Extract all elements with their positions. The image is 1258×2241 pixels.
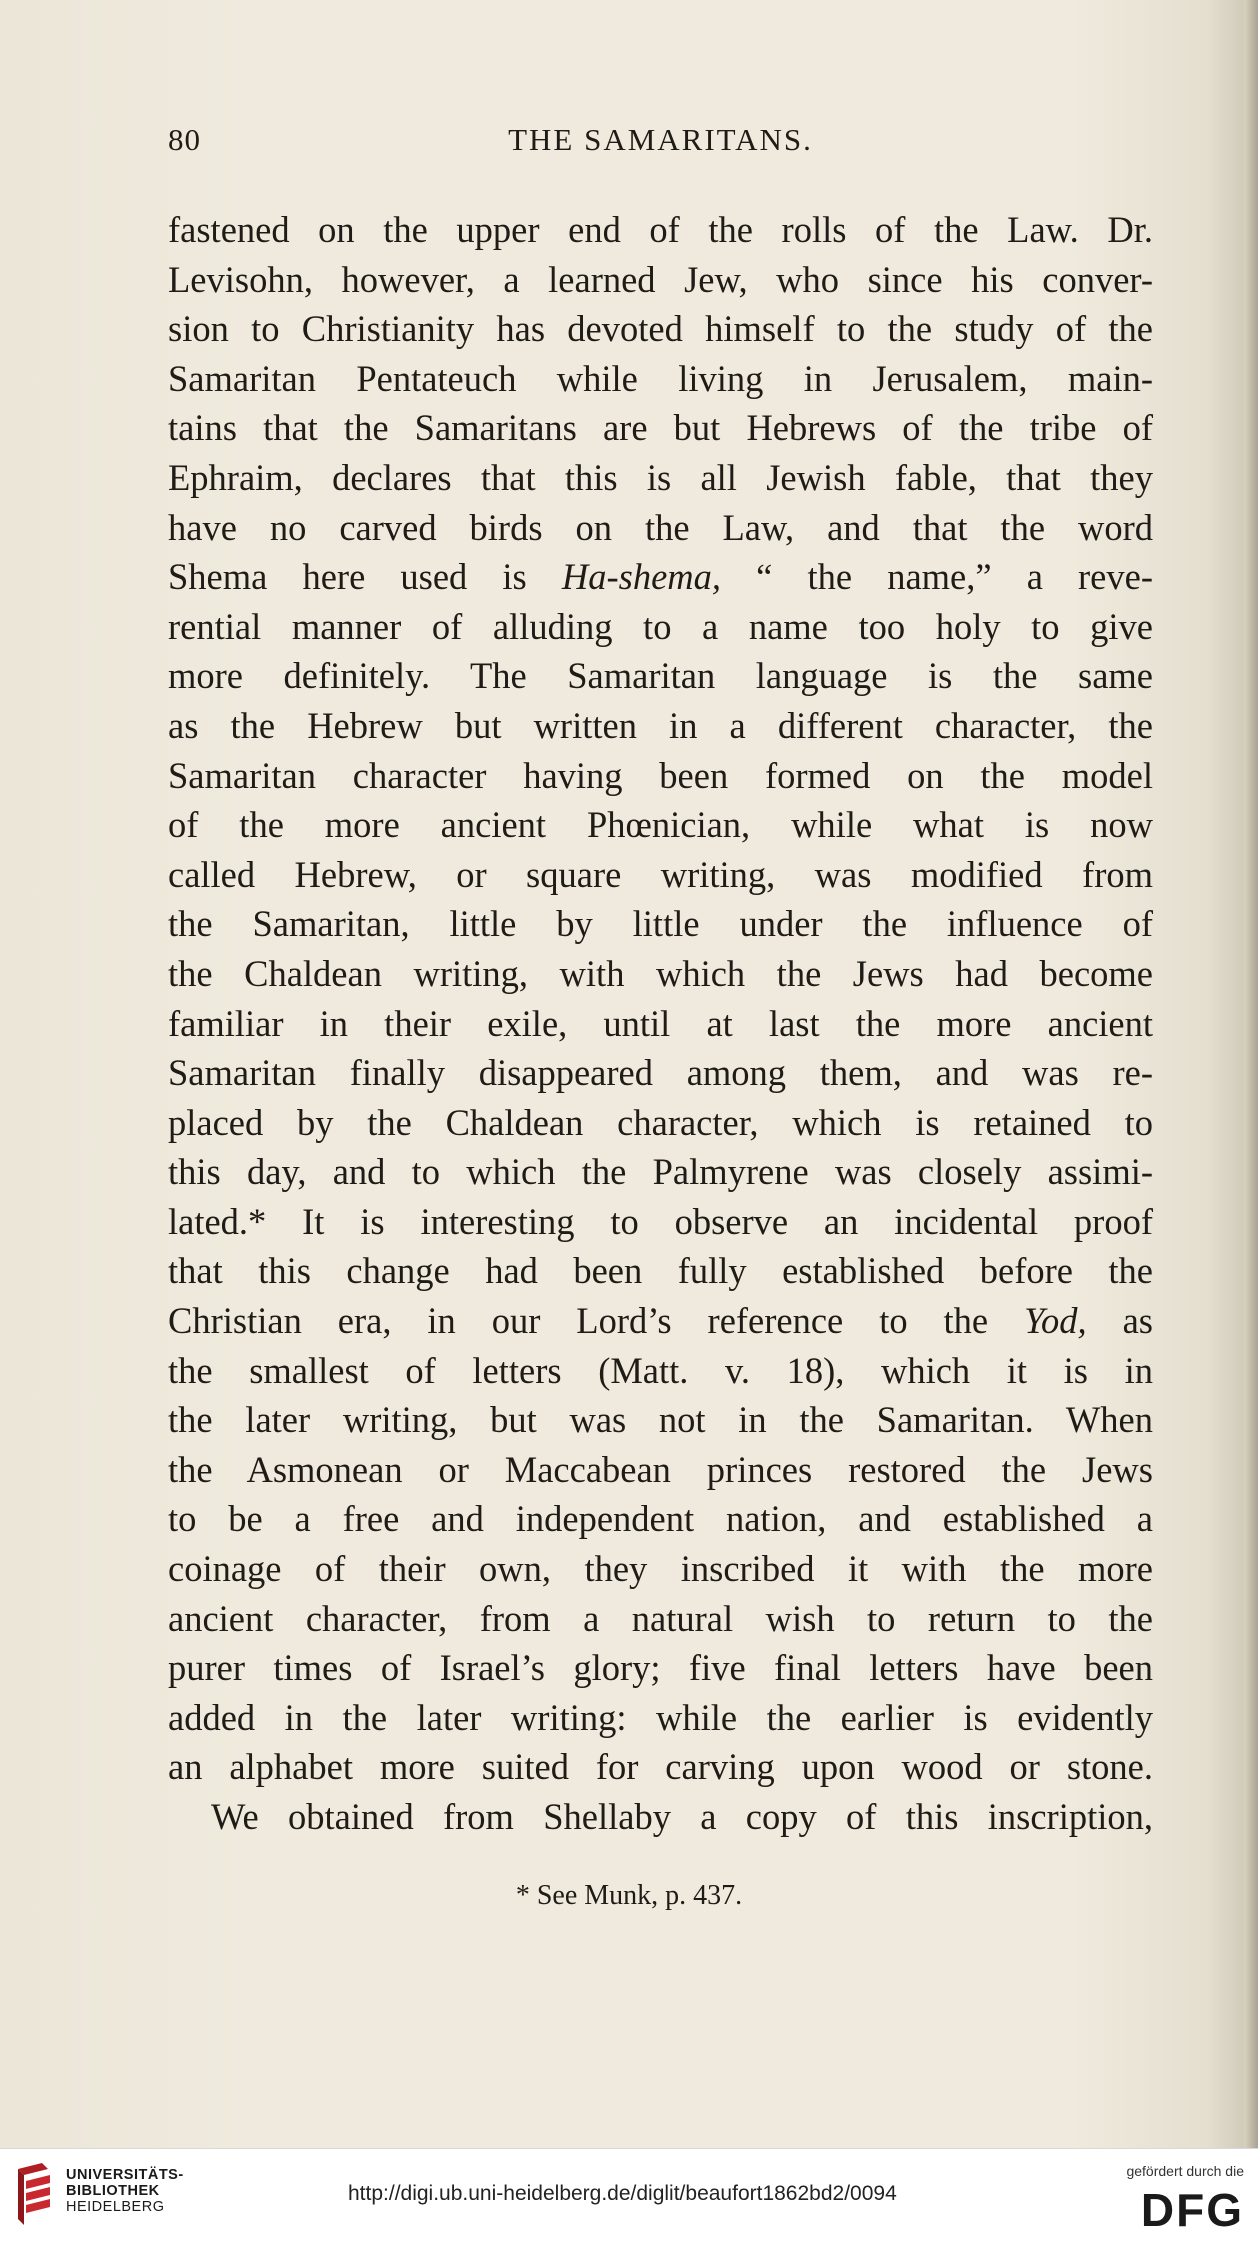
running-title: THE SAMARITANS. — [508, 122, 813, 157]
text-line: the Samaritan, little by little under the influence of — [168, 903, 1153, 945]
italic-term-yod: Yod, — [1024, 1300, 1087, 1342]
text-line — [168, 1296, 1153, 1346]
text-line: familiar in their exile, until at last the more ancient — [168, 1002, 1153, 1044]
text-line: the smallest of letters (Matt. v. 18), which it is in — [168, 1349, 1153, 1391]
viewer-footer — [0, 2148, 1258, 2241]
text-line: We obtained from Shellaby a copy of this inscription, — [211, 1796, 1153, 1837]
running-head — [168, 122, 1153, 162]
text-line — [168, 552, 1153, 602]
text-line: purer times of Israel’s glory; five final letters have been — [168, 1647, 1153, 1689]
text-fragment: “ the name,” a reve- — [721, 556, 1153, 598]
text-line: the Asmonean or Maccabean princes restored the Jews — [168, 1448, 1153, 1490]
library-logo-icon — [12, 2159, 56, 2229]
text-fragment: Shema here used is — [168, 556, 562, 598]
text-line: Samaritan character having been formed on the model — [168, 754, 1153, 796]
funder-label: gefördert durch die — [1126, 2163, 1244, 2179]
footnote: * See Munk, p. 437. — [515, 1880, 743, 1911]
text-line: the later writing, but was not in the Samaritan. When — [168, 1399, 1153, 1441]
text-fragment: Christian era, in our Lord’s reference to the — [168, 1300, 1025, 1342]
text-line: called Hebrew, or square writing, was modified from — [168, 853, 1153, 895]
library-name-line: HEIDELBERG — [66, 2199, 165, 2215]
text-line: the Chaldean writing, with which the Jews had become — [168, 952, 1153, 994]
text-line: ancient character, from a natural wish to return to the — [168, 1597, 1153, 1639]
text-line: fastened on the upper end of the rolls of the Law. Dr. — [168, 209, 1153, 250]
text-line: that this change had been fully established before the — [168, 1250, 1153, 1292]
library-name-line: BIBLIOTHEK — [66, 2183, 160, 2199]
text-line: added in the later writing: while the earlier is evidently — [168, 1696, 1153, 1738]
page-gutter-shadow — [1244, 0, 1258, 2148]
text-line: Levisohn, however, a learned Jew, who since his conver- — [168, 258, 1153, 300]
permalink-url[interactable]: http://digi.ub.uni-heidelberg.de/diglit/beaufort1862bd2/0094 — [348, 2182, 897, 2205]
body-text — [168, 205, 1153, 1842]
text-line: Ephraim, declares that this is all Jewish fable, that they — [168, 456, 1153, 498]
text-line: tains that the Samaritans are but Hebrews of the tribe of — [168, 407, 1153, 449]
text-line: lated.* It is interesting to observe an incidental proof — [168, 1200, 1153, 1242]
text-fragment: as — [1086, 1300, 1153, 1342]
text-line: more definitely. The Samaritan language is the same — [168, 655, 1153, 697]
italic-term-ha-shema: Ha-shema, — [561, 556, 722, 598]
text-line: rential manner of alluding to a name too holy to give — [168, 605, 1153, 647]
text-line: as the Hebrew but written in a different character, the — [168, 704, 1153, 746]
text-line: Samaritan Pentateuch while living in Jerusalem, main- — [168, 357, 1153, 399]
text-line: this day, and to which the Palmyrene was closely assimi- — [168, 1151, 1153, 1193]
page-number: 80 — [168, 122, 201, 157]
text-line: an alphabet more suited for carving upon wood or stone. — [168, 1746, 1153, 1788]
text-line: of the more ancient Phœnician, while what is now — [168, 804, 1153, 846]
text-line: Samaritan finally disappeared among them, and was re- — [168, 1052, 1153, 1094]
text-line: sion to Christianity has devoted himself to the study of the — [168, 308, 1153, 350]
library-name — [66, 2167, 184, 2215]
text-line: to be a free and independent nation, and established a — [168, 1498, 1153, 1540]
text-line: have no carved birds on the Law, and that the word — [168, 506, 1153, 548]
library-name-line: UNIVERSITÄTS- — [66, 2167, 184, 2183]
text-line: placed by the Chaldean character, which is retained to — [168, 1101, 1153, 1143]
text-line: coinage of their own, they inscribed it with the more — [168, 1548, 1153, 1590]
funder-logo: DFG — [1140, 2184, 1244, 2236]
